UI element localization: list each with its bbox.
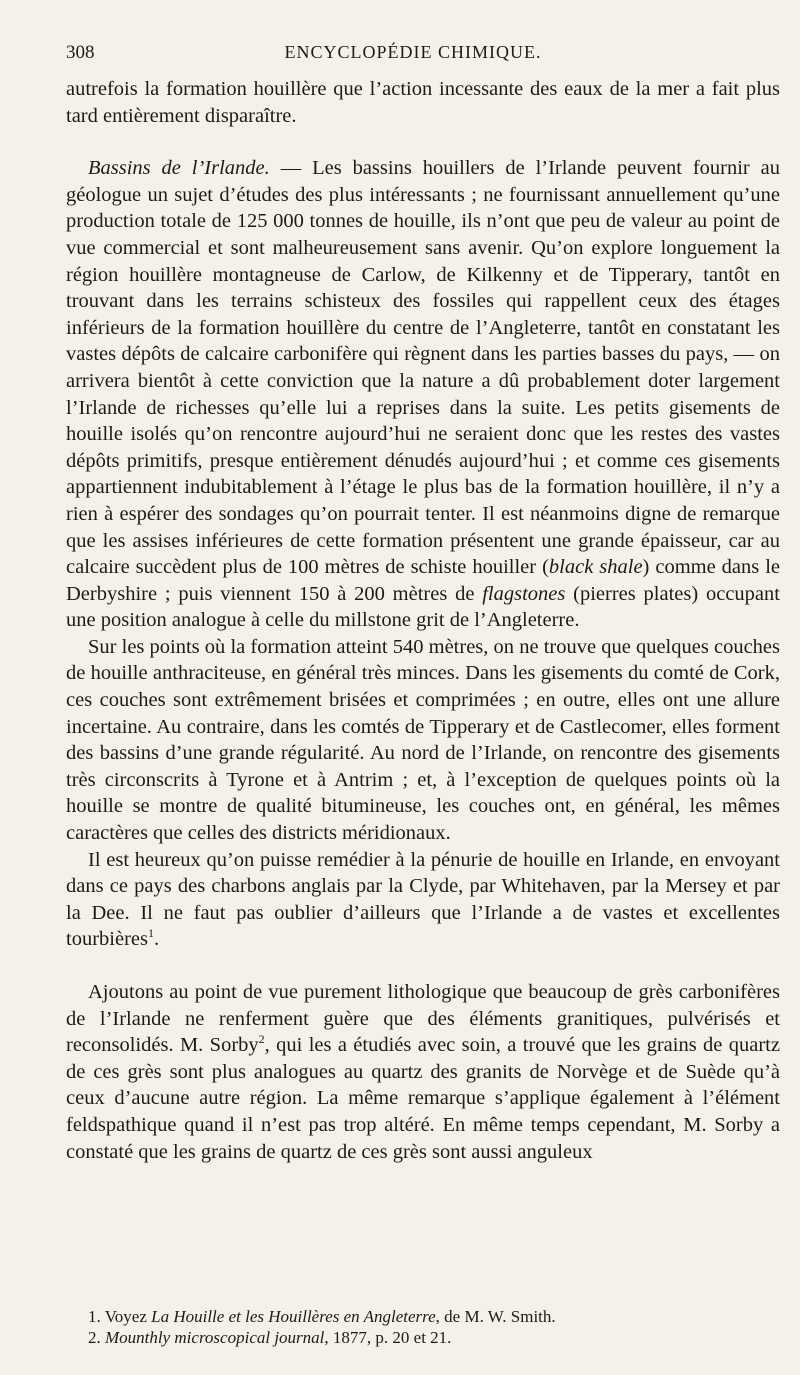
page-header: [66, 40, 760, 70]
paragraph-lithology: [66, 979, 780, 1165]
paragraph-text: .: [153, 928, 160, 951]
footnote-title: La Houille et les Houillères en Angleterre: [151, 1307, 436, 1326]
footnote: [88, 1306, 778, 1327]
paragraph-text: , qui les a étudiés avec soin, a trouvé que les grains de quartz de ces grès sont plus analogues au quartz des granits de Norvège et de Suède qu’à ceux d’aucune autre région. La même remarque s’applique également à l’élément feldspathique quand il n’est pas trop altéré. En même temps cependant, M. Sorby a constaté que les grains de quartz de ces grès sont aussi anguleux: [66, 1034, 780, 1163]
running-title: ENCYCLOPÉDIE CHIMIQUE.: [284, 42, 542, 62]
footnote-text: Voyez: [100, 1307, 152, 1326]
footnote-text: , de M. W. Smith.: [435, 1307, 556, 1326]
footnote-ref: 2: [258, 1032, 265, 1047]
footnote: [88, 1327, 778, 1348]
footnote-number: 1.: [88, 1307, 101, 1326]
paragraph-text: ) comme dans le Derbyshire ; puis viennent 150 à 200 mètres de: [66, 556, 780, 605]
paragraph-formation: Sur les points où la formation atteint 540 mètres, on ne trouve que quelques couches de houille anthraciteuse, en général très minces. Dans les gisements du comté de Cork, ces couches sont extrêmement brisées et comprimées ; en outre, elles ont une allure incertaine. Au contraire, dans les comtés de Tipperary et de Castlecomer, elles forment des bassins d’une grande régularité. Au nord de l’Irlande, on rencontre des gisements très circonscrits à Tyrone et à Antrim ; et, à l’exception de quelques points où la houille se montre de qualité bitumineuse, les couches ont, en général, les mêmes caractères que celles des districts méridionaux.: [66, 635, 780, 845]
footnote-text: , 1877, p. 20 et 21.: [324, 1328, 452, 1347]
body-text: [66, 76, 780, 1165]
paragraph-text: Il est heureux qu’on puisse remédier à la pénurie de houille en Irlande, en envoyant dans ce pays des charbons anglais par la Clyde, par Whitehaven, par la Mersey et par la Dee. Il ne faut pas oublier d’ailleurs que l’Irlande a de vastes et excellentes tourbières: [66, 848, 780, 951]
paragraph-continuation: autrefois la formation houillère que l’action incessante des eaux de la mer a fait plus tard entièrement disparaître.: [66, 78, 780, 127]
paragraph-text: (pierres plates) occupant une position analogue à celle du millstone grit de l’Angleterre.: [66, 582, 780, 632]
italic-term: black shale: [548, 556, 643, 579]
footnote-ref: 1: [147, 926, 154, 941]
section-title: Bassins de l’Irlande.: [88, 157, 270, 180]
paragraph-text: — Les bassins houillers de l’Irlande peuvent fournir au géologue un sujet d’études des plus intéressants ; ne fournissant annuellement qu’une production totale de 125 000 tonnes de houille, ils n’ont que peu de valeur au point de vue commercial et sont malheureusement sans avenir. Qu’on explore longuement la région houillère montagneuse de Carlow, de Kilkenny et de Tipperary, tantôt en trouvant dans les terrains schisteux des fossiles qui rappellent ceux des étages inférieurs de la formation houillère du centre de l’Angleterre, tantôt en constatant les vastes dépôts de calcaire carbonifère qui règnent dans les parties basses du pays, — on arrivera bientôt à cette conviction que la nature a dû probablement doter largement l’Irlande de richesses qu’elle lui a reprises dans la suite. Les petits gisements de houille isolés qu’on rencontre aujourd’hui ne seraient donc que les restes des vastes dépôts primitifs, presque entièrement dénudés aujourd’hui ; et comme ces gisements appartiennent indubitablement à l’étage le plus bas de la formation houillère, il n’y a rien à espérer des sondages qu’on pourrait tenter. Il est néanmoins digne de remarque que les assises inférieures de cette formation présentent une grande épaisseur, car au calcaire succèdent plus de 100 mètres de schiste houiller (: [66, 157, 781, 579]
italic-term: flagstones: [482, 582, 566, 605]
page-number: 308: [66, 42, 95, 63]
footnote-title: Mounthly microscopical journal: [105, 1328, 325, 1347]
paragraph-text: Ajoutons au point de vue purement lithologique que beaucoup de grès carbonifères de l’Irlande ne renferment guère que des éléments granitiques, pulvérisés et reconsolidés. M. Sorby: [66, 981, 780, 1057]
footnote-number: 2.: [88, 1328, 101, 1347]
paragraph-ireland-basins: [66, 155, 780, 634]
footnotes: [88, 1306, 778, 1348]
paragraph-remedy: [66, 847, 780, 953]
